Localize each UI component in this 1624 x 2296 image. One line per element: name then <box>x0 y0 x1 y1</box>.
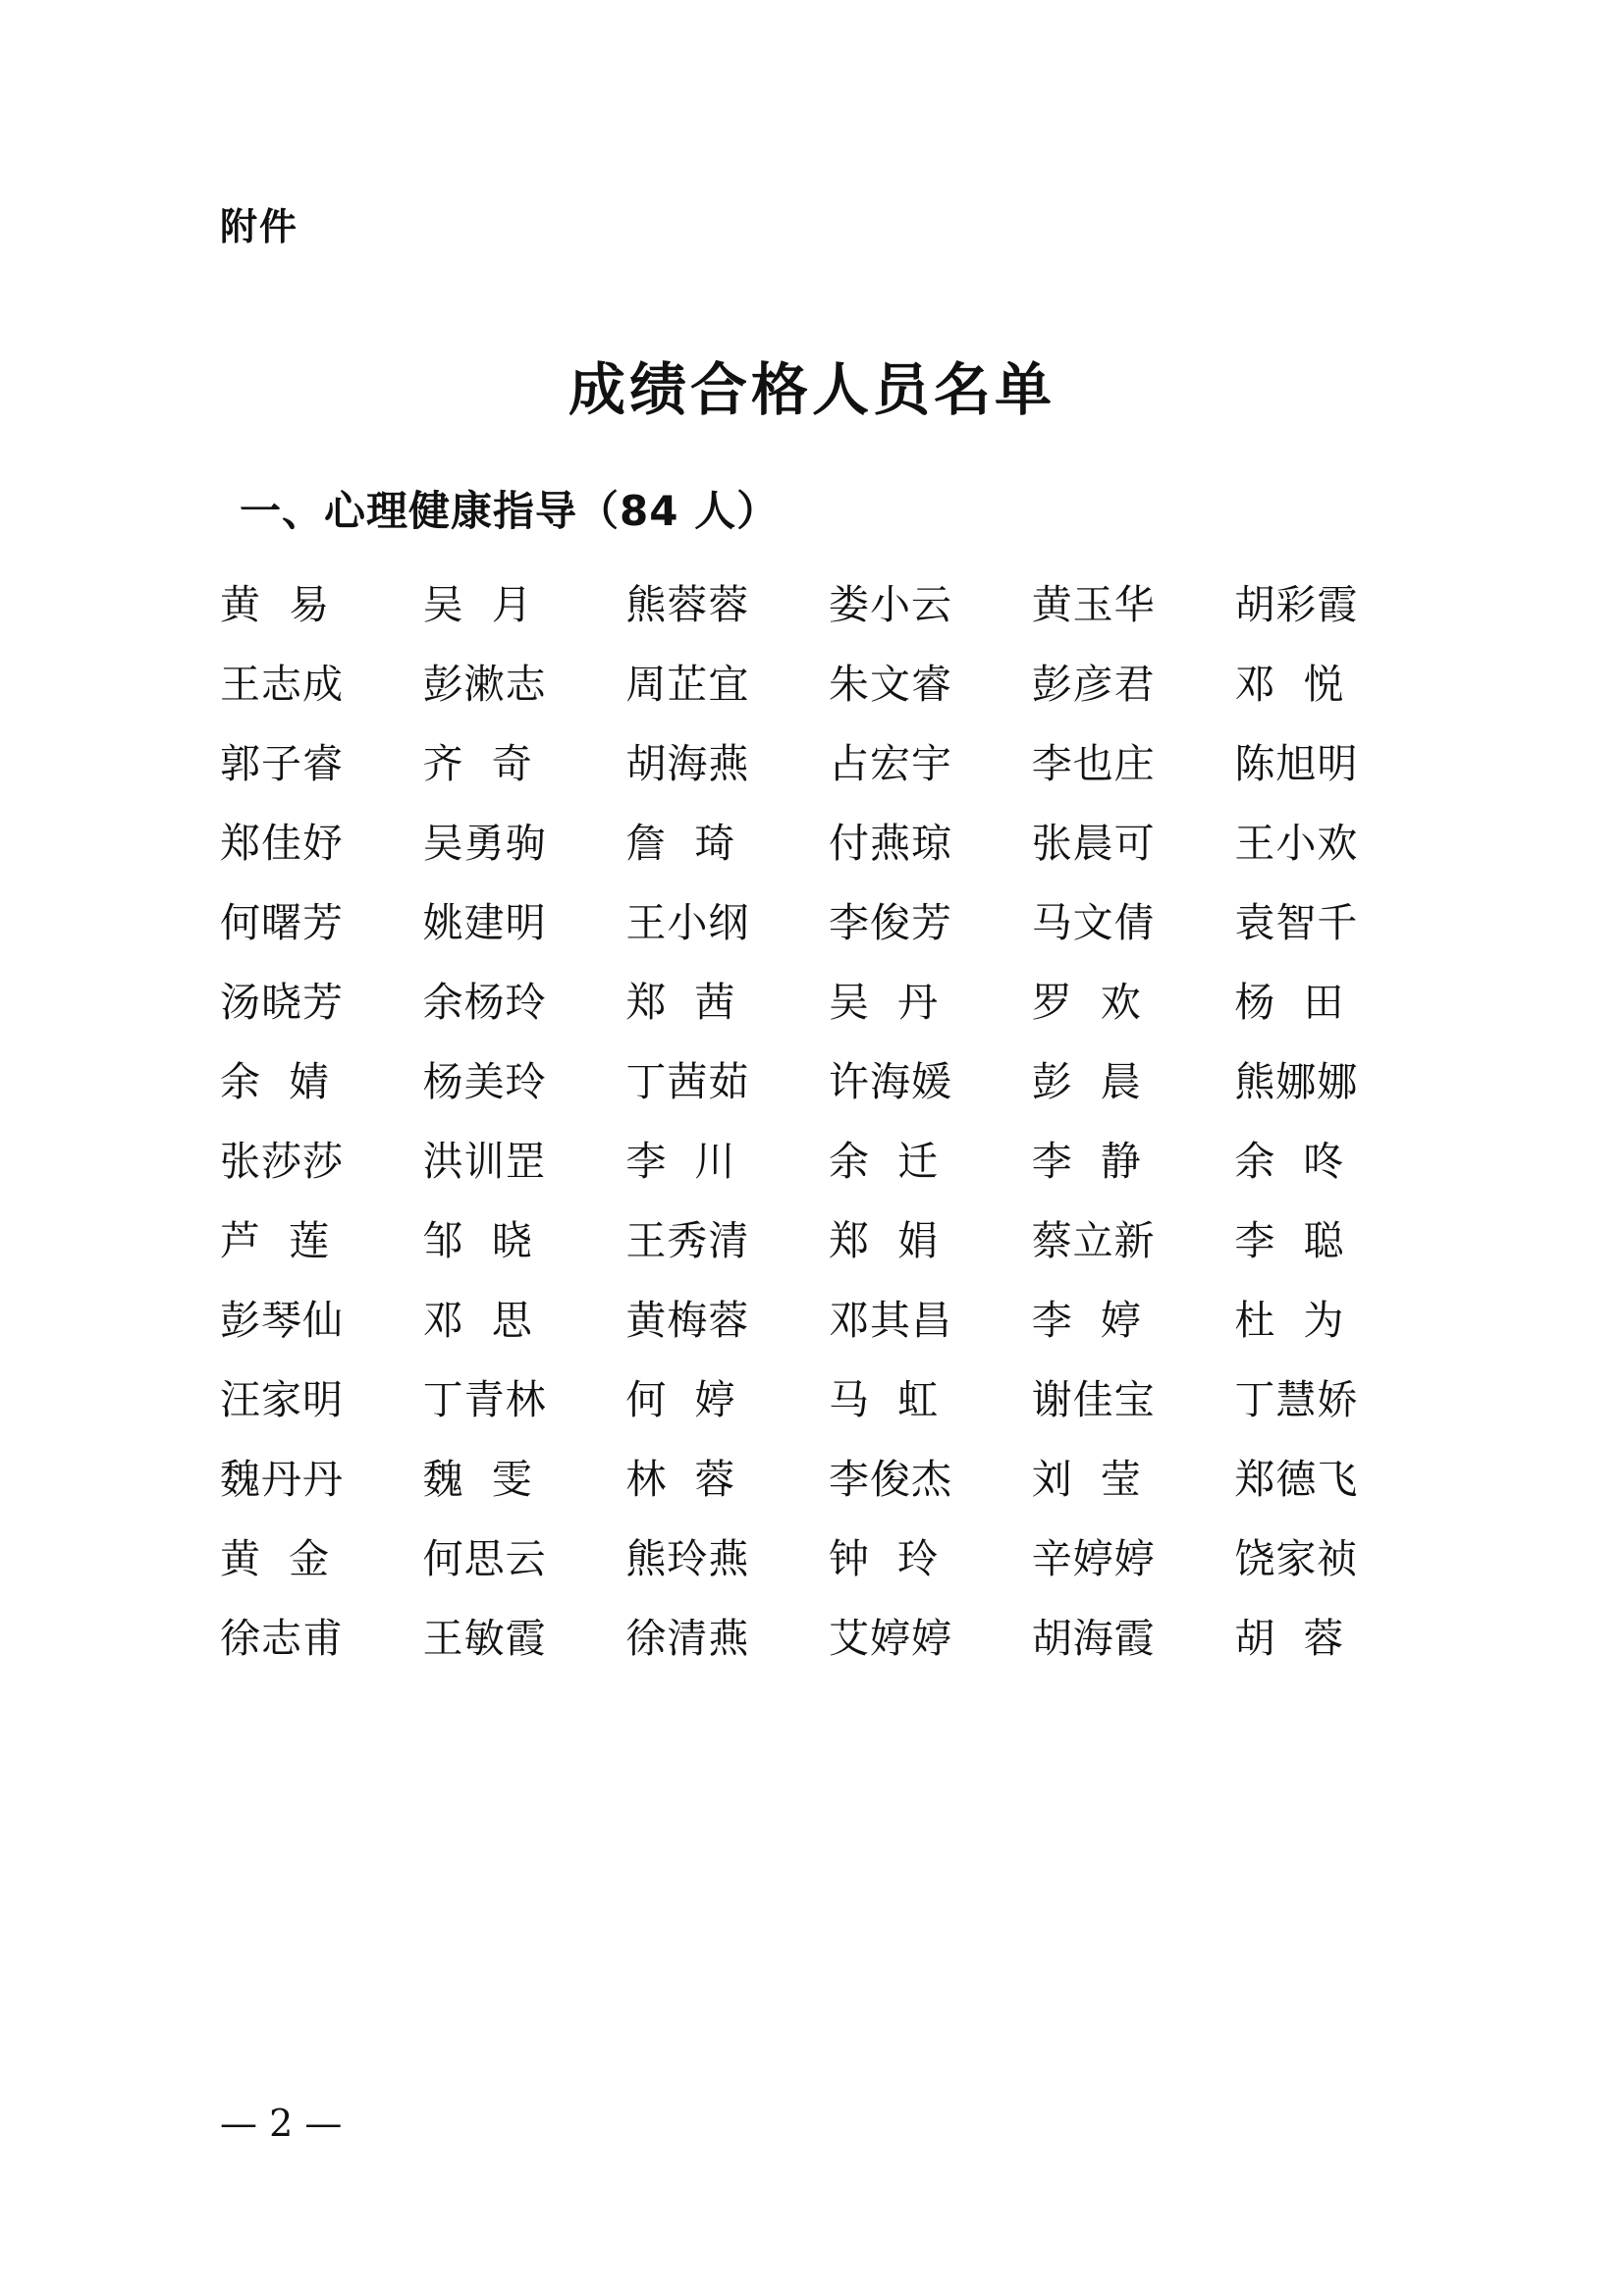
name-cell: 钟 玲 <box>829 1535 940 1582</box>
name-cell: 吴 丹 <box>829 979 940 1026</box>
name-cell: 杨美玲 <box>422 1058 547 1105</box>
name-row <box>220 1042 1437 1122</box>
name-cell: 谢佳宝 <box>1031 1376 1156 1423</box>
name-cell: 刘 莹 <box>1031 1456 1142 1503</box>
name-cell: 李 静 <box>1031 1138 1142 1185</box>
name-row <box>220 724 1437 804</box>
name-row <box>220 1201 1437 1281</box>
name-cell: 李 川 <box>625 1138 736 1185</box>
name-cell: 郑佳妤 <box>220 820 344 867</box>
name-cell: 魏 雯 <box>422 1456 533 1503</box>
name-row <box>220 1599 1437 1679</box>
name-cell: 黄梅蓉 <box>625 1297 750 1344</box>
name-row <box>220 1361 1437 1440</box>
name-cell: 彭琴仙 <box>220 1297 344 1344</box>
name-cell: 占宏宇 <box>829 740 953 787</box>
name-cell: 徐清燕 <box>625 1615 750 1662</box>
name-cell: 李也庄 <box>1031 740 1156 787</box>
name-cell: 王志成 <box>220 661 344 708</box>
name-cell: 余 迁 <box>829 1138 940 1185</box>
name-cell: 饶家祯 <box>1234 1535 1359 1582</box>
name-cell: 黄玉华 <box>1031 581 1156 628</box>
name-row <box>220 645 1437 724</box>
name-cell: 邓 思 <box>422 1297 533 1344</box>
name-cell: 魏丹丹 <box>220 1456 344 1503</box>
name-cell: 王敏霞 <box>422 1615 547 1662</box>
name-cell: 胡 蓉 <box>1234 1615 1345 1662</box>
name-cell: 黄 金 <box>220 1535 331 1582</box>
name-cell: 郭子睿 <box>220 740 344 787</box>
name-cell: 齐 奇 <box>422 740 533 787</box>
name-cell: 何曙芳 <box>220 899 344 946</box>
name-list <box>220 565 1437 1679</box>
name-cell: 李俊杰 <box>829 1456 953 1503</box>
name-cell: 邹 晓 <box>422 1217 533 1264</box>
name-cell: 郑 茜 <box>625 979 736 1026</box>
name-cell: 付燕琼 <box>829 820 953 867</box>
name-cell: 姚建明 <box>422 899 547 946</box>
name-cell: 熊玲燕 <box>625 1535 750 1582</box>
document-title: 成绩合格人员名单 <box>568 356 1056 423</box>
name-cell: 邓其昌 <box>829 1297 953 1344</box>
name-cell: 丁慧娇 <box>1234 1376 1359 1423</box>
attachment-label: 附件 <box>220 205 299 248</box>
name-cell: 黄 易 <box>220 581 331 628</box>
name-row <box>220 1122 1437 1201</box>
name-cell: 芦 莲 <box>220 1217 331 1264</box>
name-cell: 熊蓉蓉 <box>625 581 750 628</box>
name-cell: 吴勇驹 <box>422 820 547 867</box>
name-cell: 马 虹 <box>829 1376 940 1423</box>
page-number: — 2 — <box>220 2102 343 2145</box>
name-cell: 汪家明 <box>220 1376 344 1423</box>
name-cell: 王小欢 <box>1234 820 1359 867</box>
name-cell: 何思云 <box>422 1535 547 1582</box>
name-cell: 娄小云 <box>829 581 953 628</box>
name-cell: 余杨玲 <box>422 979 547 1026</box>
name-cell: 陈旭明 <box>1234 740 1359 787</box>
name-cell: 胡海霞 <box>1031 1615 1156 1662</box>
name-cell: 彭漱志 <box>422 661 547 708</box>
name-cell: 周芷宜 <box>625 661 750 708</box>
section-heading: 一、心理健康指导（84 人） <box>240 487 780 535</box>
name-cell: 汤晓芳 <box>220 979 344 1026</box>
name-row <box>220 883 1437 963</box>
name-row <box>220 1520 1437 1599</box>
name-cell: 辛婷婷 <box>1031 1535 1156 1582</box>
name-cell: 罗 欢 <box>1031 979 1142 1026</box>
name-cell: 胡彩霞 <box>1234 581 1359 628</box>
name-cell: 杜 为 <box>1234 1297 1345 1344</box>
name-row <box>220 963 1437 1042</box>
name-cell: 丁茜茹 <box>625 1058 750 1105</box>
name-row <box>220 1440 1437 1520</box>
name-cell: 郑德飞 <box>1234 1456 1359 1503</box>
name-cell: 袁智千 <box>1234 899 1359 946</box>
name-cell: 王秀清 <box>625 1217 750 1264</box>
name-cell: 彭 晨 <box>1031 1058 1142 1105</box>
name-cell: 朱文睿 <box>829 661 953 708</box>
name-cell: 张晨可 <box>1031 820 1156 867</box>
name-cell: 张莎莎 <box>220 1138 344 1185</box>
name-cell: 林 蓉 <box>625 1456 736 1503</box>
name-cell: 邓 悦 <box>1234 661 1345 708</box>
name-cell: 王小纲 <box>625 899 750 946</box>
name-cell: 杨 田 <box>1234 979 1345 1026</box>
name-cell: 李 婷 <box>1031 1297 1142 1344</box>
name-cell: 洪训罡 <box>422 1138 547 1185</box>
name-cell: 熊娜娜 <box>1234 1058 1359 1105</box>
name-cell: 李俊芳 <box>829 899 953 946</box>
name-cell: 余 咚 <box>1234 1138 1345 1185</box>
name-row <box>220 565 1437 645</box>
name-cell: 郑 娟 <box>829 1217 940 1264</box>
name-cell: 蔡立新 <box>1031 1217 1156 1264</box>
name-cell: 李 聪 <box>1234 1217 1345 1264</box>
name-row <box>220 1281 1437 1361</box>
name-cell: 詹 琦 <box>625 820 736 867</box>
name-cell: 许海媛 <box>829 1058 953 1105</box>
name-cell: 吴 月 <box>422 581 533 628</box>
name-cell: 何 婷 <box>625 1376 736 1423</box>
name-cell: 彭彦君 <box>1031 661 1156 708</box>
name-cell: 徐志甫 <box>220 1615 344 1662</box>
name-row <box>220 804 1437 883</box>
name-cell: 丁青林 <box>422 1376 547 1423</box>
name-cell: 余 婧 <box>220 1058 331 1105</box>
name-cell: 艾婷婷 <box>829 1615 953 1662</box>
name-cell: 马文倩 <box>1031 899 1156 946</box>
name-cell: 胡海燕 <box>625 740 750 787</box>
